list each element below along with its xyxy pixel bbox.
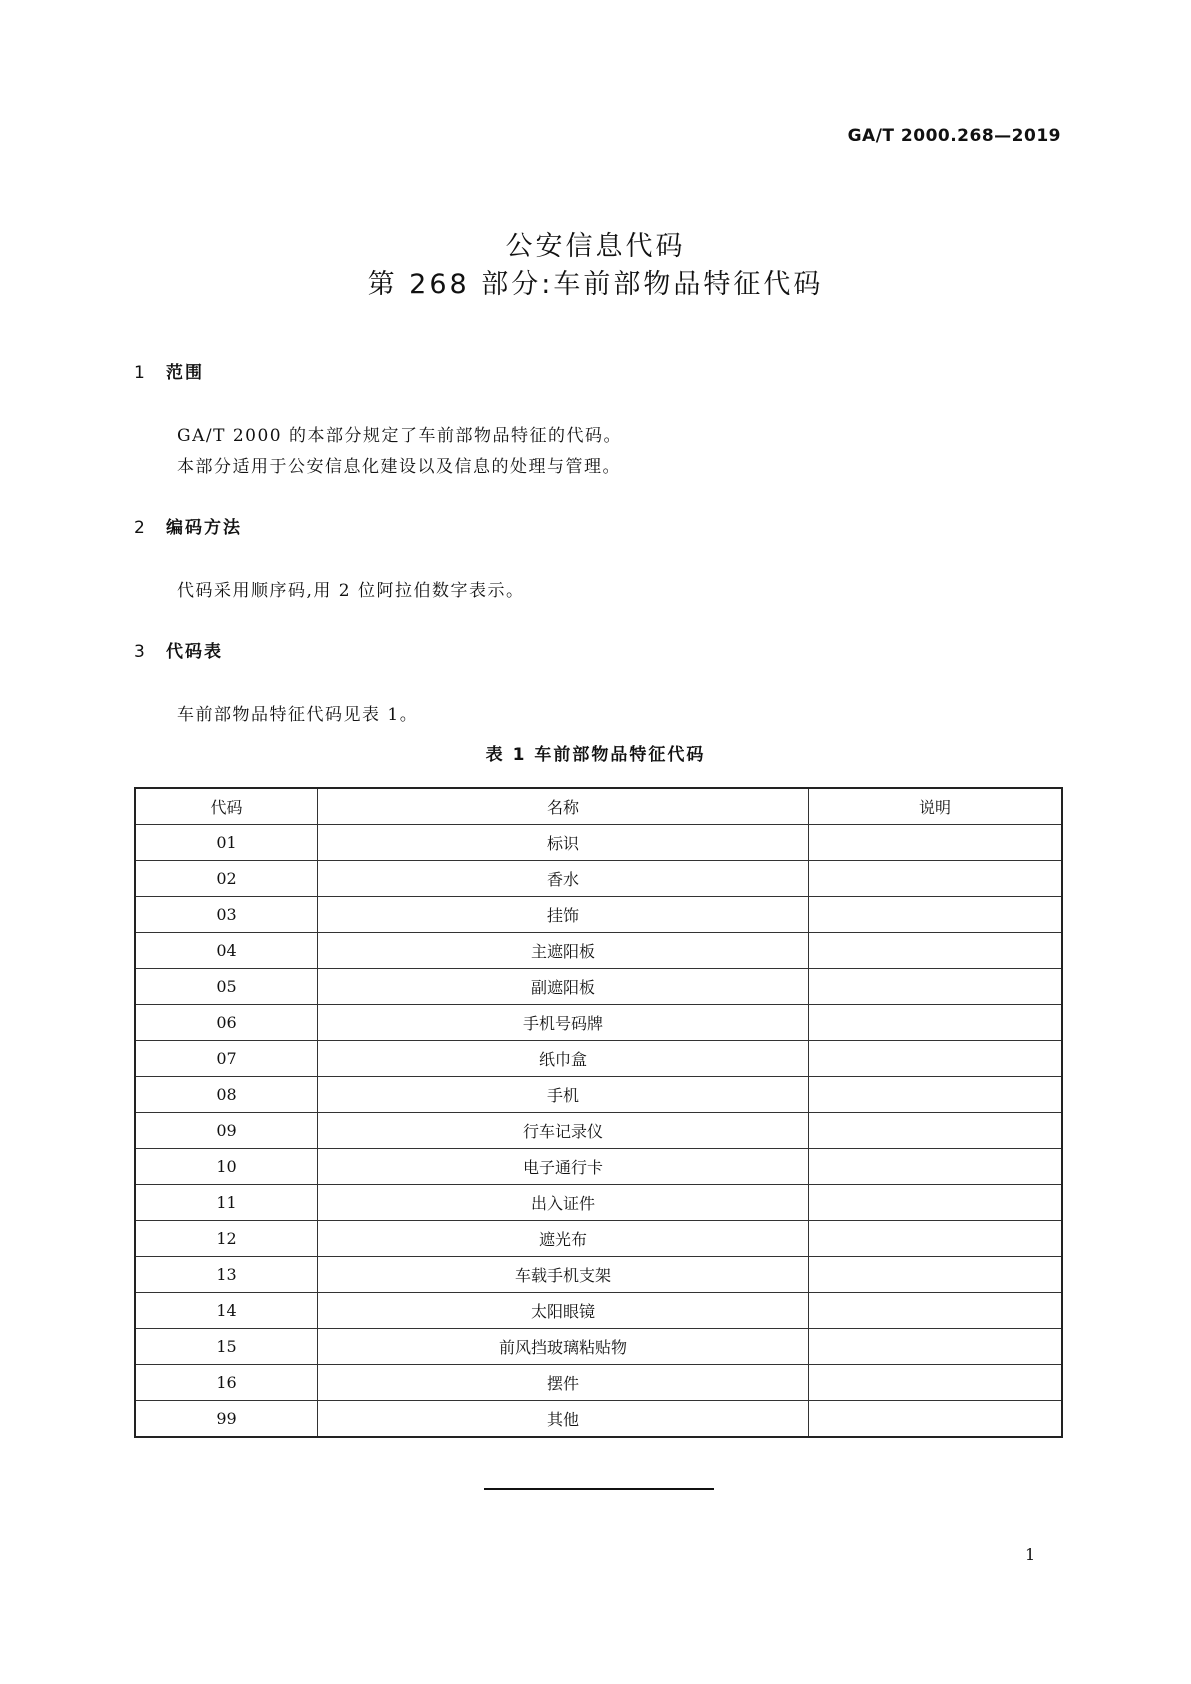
cell-note bbox=[809, 861, 1063, 897]
section-number: 3 bbox=[134, 642, 147, 662]
section-title: 范围 bbox=[166, 363, 204, 383]
section-heading-coding bbox=[134, 513, 242, 538]
table-row bbox=[135, 1077, 1062, 1113]
cell-code: 01 bbox=[135, 825, 318, 861]
table-row bbox=[135, 1257, 1062, 1293]
table-header-row bbox=[135, 788, 1062, 825]
cell-name: 摆件 bbox=[318, 1365, 809, 1401]
cell-note bbox=[809, 1293, 1063, 1329]
header-name: 名称 bbox=[318, 788, 809, 825]
cell-code: 99 bbox=[135, 1401, 318, 1438]
cell-name: 电子通行卡 bbox=[318, 1149, 809, 1185]
cell-name: 出入证件 bbox=[318, 1185, 809, 1221]
cell-code: 10 bbox=[135, 1149, 318, 1185]
section-title: 编码方法 bbox=[166, 518, 242, 538]
table-row bbox=[135, 1041, 1062, 1077]
cell-note bbox=[809, 1077, 1063, 1113]
cell-code: 03 bbox=[135, 897, 318, 933]
cell-note bbox=[809, 969, 1063, 1005]
cell-note bbox=[809, 1365, 1063, 1401]
cell-name: 纸巾盒 bbox=[318, 1041, 809, 1077]
header-note: 说明 bbox=[809, 788, 1063, 825]
cell-note bbox=[809, 933, 1063, 969]
cell-name: 手机号码牌 bbox=[318, 1005, 809, 1041]
cell-code: 09 bbox=[135, 1113, 318, 1149]
cell-code: 07 bbox=[135, 1041, 318, 1077]
section-heading-code-table bbox=[134, 637, 223, 662]
cell-name: 太阳眼镜 bbox=[318, 1293, 809, 1329]
cell-note bbox=[809, 1041, 1063, 1077]
section-number: 2 bbox=[134, 518, 147, 538]
table-row bbox=[135, 1401, 1062, 1438]
end-rule bbox=[484, 1488, 714, 1490]
cell-note bbox=[809, 825, 1063, 861]
table-row bbox=[135, 1329, 1062, 1365]
cell-note bbox=[809, 1149, 1063, 1185]
table-row bbox=[135, 1149, 1062, 1185]
cell-name: 遮光布 bbox=[318, 1221, 809, 1257]
cell-name: 其他 bbox=[318, 1401, 809, 1438]
cell-code: 08 bbox=[135, 1077, 318, 1113]
cell-code: 12 bbox=[135, 1221, 318, 1257]
cell-name: 标识 bbox=[318, 825, 809, 861]
table-row bbox=[135, 1185, 1062, 1221]
cell-note bbox=[809, 897, 1063, 933]
page-number: 1 bbox=[1025, 1545, 1036, 1564]
document-title-line1: 公安信息代码 bbox=[505, 231, 686, 262]
section-title: 代码表 bbox=[166, 642, 223, 662]
table-row bbox=[135, 1221, 1062, 1257]
cell-note bbox=[809, 1329, 1063, 1365]
cell-code: 02 bbox=[135, 861, 318, 897]
cell-code: 06 bbox=[135, 1005, 318, 1041]
cell-name: 前风挡玻璃粘贴物 bbox=[318, 1329, 809, 1365]
document-title-line2: 第 268 部分:车前部物品特征代码 bbox=[367, 269, 824, 300]
cell-code: 13 bbox=[135, 1257, 318, 1293]
table-row bbox=[135, 969, 1062, 1005]
cell-name: 车载手机支架 bbox=[318, 1257, 809, 1293]
cell-name: 手机 bbox=[318, 1077, 809, 1113]
section-heading-scope bbox=[134, 358, 204, 383]
table-row bbox=[135, 933, 1062, 969]
table-body bbox=[135, 825, 1062, 1438]
paragraph-coding: 代码采用顺序码,用 2 位阿拉伯数字表示。 bbox=[177, 581, 525, 601]
paragraph-scope-2: 本部分适用于公安信息化建设以及信息的处理与管理。 bbox=[177, 457, 621, 477]
table-row bbox=[135, 1005, 1062, 1041]
table-row bbox=[135, 825, 1062, 861]
table-row bbox=[135, 1293, 1062, 1329]
cell-note bbox=[809, 1185, 1063, 1221]
cell-note bbox=[809, 1401, 1063, 1438]
cell-note bbox=[809, 1005, 1063, 1041]
cell-name: 行车记录仪 bbox=[318, 1113, 809, 1149]
cell-note bbox=[809, 1257, 1063, 1293]
table-row bbox=[135, 1113, 1062, 1149]
cell-code: 16 bbox=[135, 1365, 318, 1401]
section-number: 1 bbox=[134, 363, 147, 383]
standard-number: GA/T 2000.268—2019 bbox=[847, 126, 1061, 146]
table-row bbox=[135, 897, 1062, 933]
table-row bbox=[135, 861, 1062, 897]
cell-code: 15 bbox=[135, 1329, 318, 1365]
paragraph-table-ref: 车前部物品特征代码见表 1。 bbox=[177, 705, 419, 725]
paragraph-scope-1: GA/T 2000 的本部分规定了车前部物品特征的代码。 bbox=[177, 426, 622, 446]
cell-code: 05 bbox=[135, 969, 318, 1005]
header-code: 代码 bbox=[135, 788, 318, 825]
cell-note bbox=[809, 1221, 1063, 1257]
cell-note bbox=[809, 1113, 1063, 1149]
cell-code: 11 bbox=[135, 1185, 318, 1221]
cell-name: 挂饰 bbox=[318, 897, 809, 933]
code-table bbox=[134, 787, 1063, 1438]
table-row bbox=[135, 1365, 1062, 1401]
cell-code: 04 bbox=[135, 933, 318, 969]
cell-name: 副遮阳板 bbox=[318, 969, 809, 1005]
cell-name: 香水 bbox=[318, 861, 809, 897]
table-caption: 表 1 车前部物品特征代码 bbox=[485, 745, 706, 765]
cell-name: 主遮阳板 bbox=[318, 933, 809, 969]
cell-code: 14 bbox=[135, 1293, 318, 1329]
